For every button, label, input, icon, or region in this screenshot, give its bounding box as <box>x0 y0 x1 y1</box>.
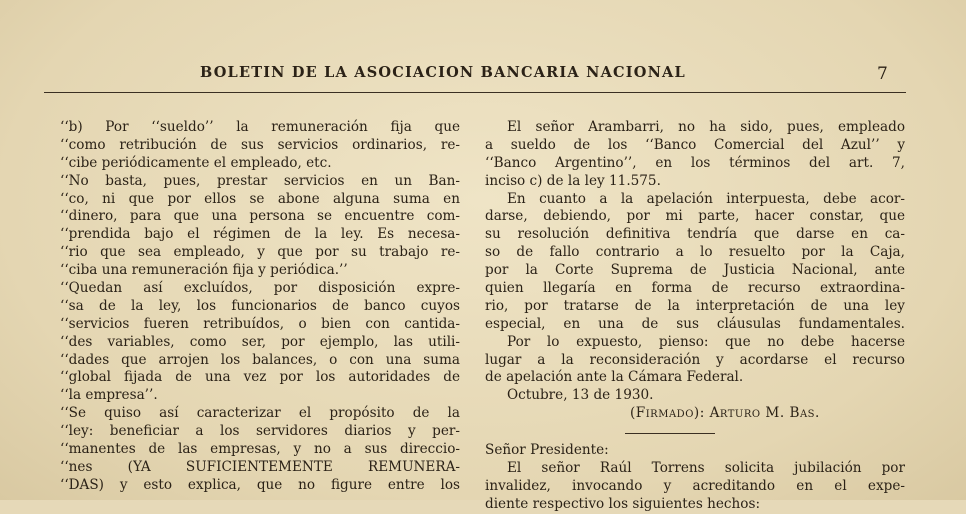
text-line: En cuanto a la apelación interpuesta, debe acor- <box>507 190 905 207</box>
text-line: ‘‘nes (YA SUFICIENTEMENTE REMUNERA- <box>60 458 460 475</box>
page-number: 7 <box>877 64 888 84</box>
text-line: ‘‘No basta, pues, prestar servicios en un Ban- <box>60 172 460 189</box>
right-column <box>485 119 905 514</box>
date-line: Octubre, 13 de 1930. <box>507 387 654 404</box>
text-line: ‘‘Se quiso así caracterizar el propósito de la <box>60 405 460 422</box>
salutation-line: Señor Presidente: <box>485 442 609 459</box>
text-line: Por lo expuesto, pienso: que no debe hacerse <box>507 333 905 350</box>
text-line: ‘‘dades que arrojen los balances, o con una suma <box>60 351 460 368</box>
text-line: de apelación ante la Cámara Federal. <box>485 369 744 386</box>
header-rule <box>44 92 906 93</box>
text-line: ‘‘servicios fueren retribuídos, o bien con cantida- <box>60 315 460 332</box>
section-divider <box>625 433 715 434</box>
text-line: a sueldo de los ‘‘Banco Comercial del Azul’’ y <box>485 136 905 153</box>
text-line: ‘‘cibe periódicamente el empleado, etc. <box>60 154 332 171</box>
text-line: ‘‘global fijada de una vez por los autoridades de <box>60 369 460 386</box>
text-line: ‘‘Banco Argentino’’, en los términos del art. 7, <box>485 154 905 171</box>
text-line: El señor Arambarri, no ha sido, pues, empleado <box>507 119 905 135</box>
text-line: por la Corte Suprema de Justicia Nacional, ante <box>485 262 905 279</box>
text-line: diente respectivo los siguientes hechos: <box>485 495 761 512</box>
text-line: ‘‘Quedan así excluídos, por disposición expre- <box>60 280 460 297</box>
text-line: ‘‘la empresa’’. <box>60 387 158 404</box>
text-line: ‘‘sa de la ley, los funcionarios de banco cuyos <box>60 297 460 314</box>
text-line: quien llegaría en forma de recurso extraordina- <box>485 280 905 297</box>
text-line: ‘‘rio que sea empleado, y que por su trabajo re- <box>60 244 460 261</box>
text-line: ‘‘prendida bajo el régimen de la ley. Es necesa- <box>60 226 460 243</box>
left-column <box>60 119 460 495</box>
text-line: ‘‘ciba una remuneración fija y periódica.’’ <box>60 262 348 279</box>
text-line: lugar a la reconsideración y acordarse el recurso <box>485 351 905 368</box>
signature-line: (Firmado): Arturo M. Bas. <box>630 405 820 422</box>
text-line: ‘‘des variables, como ser, por ejemplo, las utili- <box>60 333 460 350</box>
text-line: El señor Raúl Torrens solicita jubilación por <box>507 460 905 477</box>
text-line: ‘‘como retribución de sus servicios ordinarios, re- <box>60 136 460 153</box>
text-line: ‘‘dinero, para que una persona se encuentre com- <box>60 208 460 225</box>
text-line: ‘‘DAS) y esto explica, que no figure entre los <box>60 476 460 493</box>
text-line: invalidez, invocando y acreditando en el expe- <box>485 477 905 494</box>
page-header-title: BOLETIN DE LA ASOCIACION BANCARIA NACIONAL <box>200 64 686 81</box>
text-line: ‘‘manentes de las empresas, y no a sus direccio- <box>60 441 460 458</box>
text-line: ‘‘co, ni que por ellos se abone alguna suma en <box>60 190 460 207</box>
text-line: ‘‘b) Por ‘‘sueldo’’ la remuneración fija que <box>60 119 460 135</box>
text-line: inciso c) de la ley 11.575. <box>485 172 661 189</box>
text-line: ‘‘ley: beneficiar a los servidores diarios y per- <box>60 423 460 440</box>
text-line: su resolución definitiva tendría que darse en ca- <box>485 226 905 243</box>
text-line: darse, debiendo, por mi parte, hacer constar, que <box>485 208 905 225</box>
text-line: rio, por tratarse de la interpretación de una ley <box>485 297 905 314</box>
text-line: so de fallo contrario a lo resuelto por la Caja, <box>485 244 905 261</box>
text-line: especial, en una de sus cláusulas fundamentales. <box>485 315 905 332</box>
